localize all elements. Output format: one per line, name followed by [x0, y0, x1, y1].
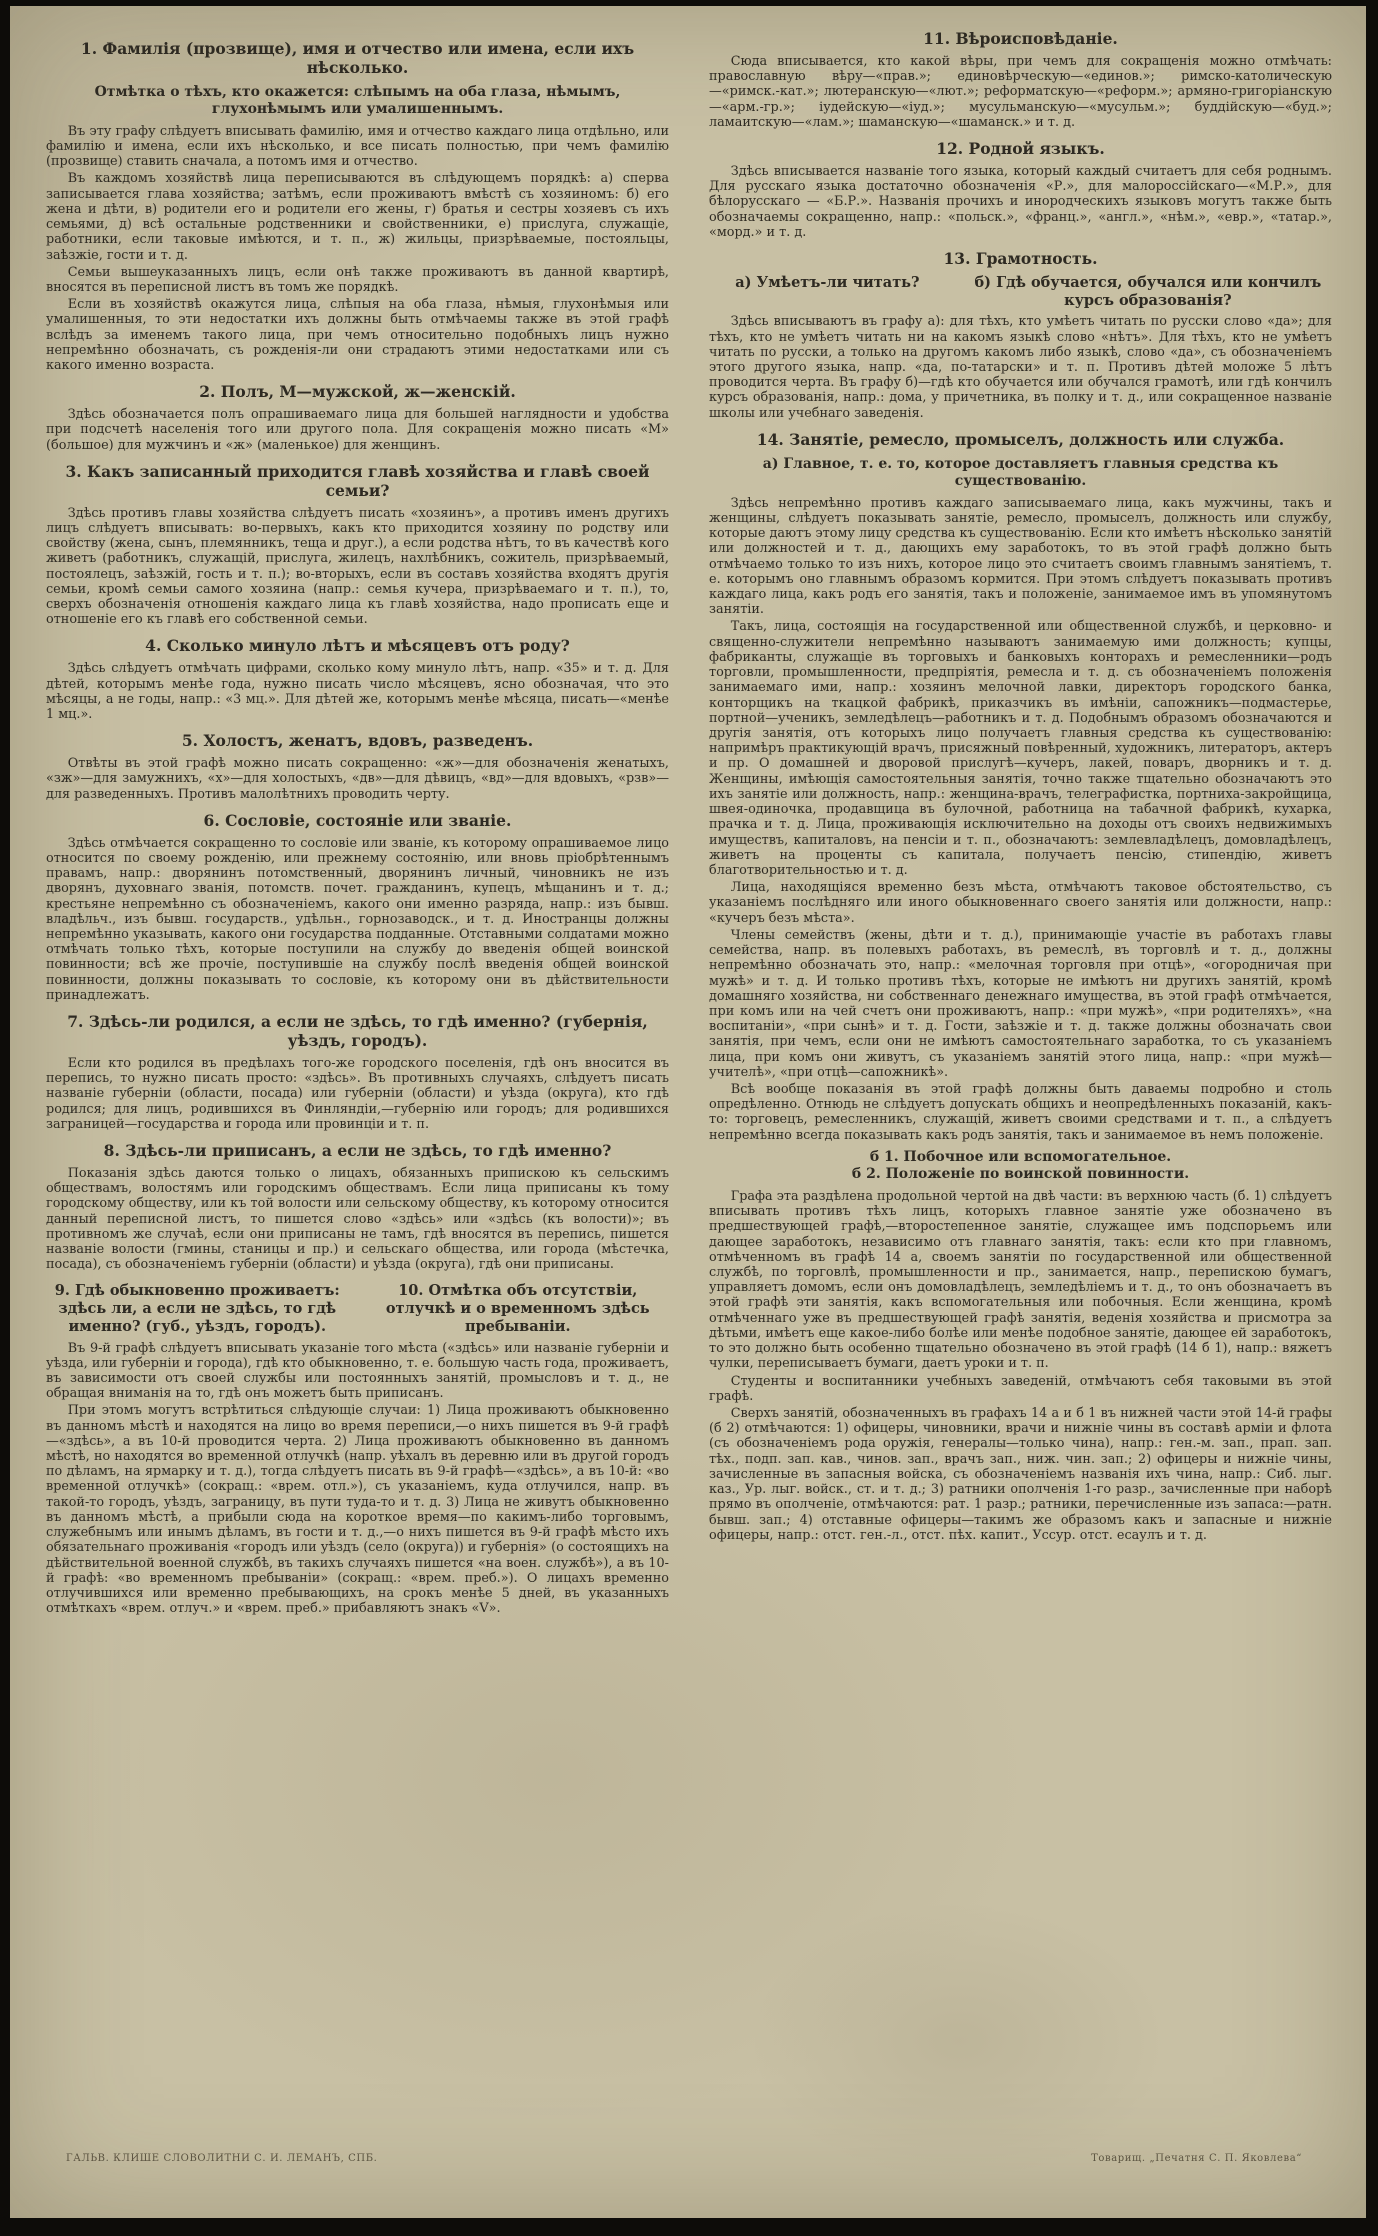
section-6-heading: 6. Сословіе, состояніе или званіе. [203, 810, 512, 830]
section-4 [46, 637, 669, 722]
section-9-10-paragraph: Въ 9-й графѣ слѣдуетъ вписывать указаніе того мѣста («здѣсь» или названіе губерніи и уѣзда, или губерніи и города), гдѣ кто обыкновенно, т. е. большую часть года, проживаетъ, въ зависимости отъ своей службы или постоянныхъ занятій, промысловъ и т. д., не обращая вниманія на то, гдѣ онъ можетъ быть приписанъ. [46, 1340, 669, 1402]
section-7-heading: 7. Здѣсь-ли родился, а если не здѣсь, то гдѣ именно? (губернія, уѣздъ, городъ). [67, 1012, 648, 1050]
section-14-paragraph: Студенты и воспитанники учебныхъ заведеній, отмѣчаютъ себя таковыми въ этой графѣ. [709, 1373, 1332, 1404]
two-column-layout [10, 6, 1366, 1623]
section-14-sub-a: а) Главное, т. е. то, которое доставляетъ главныя средства къ существованію. [762, 455, 1279, 490]
section-9-10-paragraph: При этомъ могутъ встрѣтиться слѣдующіе случаи: 1) Лица проживаютъ обыкновенно въ данномъ мѣстѣ и находятся на лицо во время переписи,—о нихъ пишется въ 9-й графѣ—«здѣсь», а въ 10-й проводится черта. 2) Лица проживаютъ обыкновенно въ данномъ мѣстѣ, но находятся во временной отлучкѣ (напр. уѣхалъ въ деревню или въ другой городъ по дѣламъ, на ярмарку и т. д.), тогда слѣдуетъ писать въ 9-й графѣ—«здѣсь», а въ 10-й: «во временной отлучкѣ» (сокращ.: «врем. отл.»), съ указаніемъ, куда отлучился, напр. въ такой-то городъ, уѣздъ, заграницу, въ пути туда-то и т. д. 3) Лица не живутъ обыкновенно въ данномъ мѣстѣ, а прибыли сюда на короткое время—по какимъ-либо торговымъ, служебнымъ или инымъ дѣламъ, въ гости и т. д.,—о нихъ пишется въ 9-й графѣ мѣсто ихъ обязательнаго проживанія «городъ или уѣздъ (село (округа)) и губернія» (о состоящихъ на дѣйствительной военной службѣ, въ такихъ случаяхъ пишется «на воен. службѣ»), а въ 10-й графѣ: «во временномъ пребываніи» (сокращ.: «врем. преб.»). О лицахъ временно отлучившихся или временно пребывающихъ, на срокъ менѣе 5 дней, въ указанныхъ отмѣткахъ «врем. отлуч.» и «врем. преб.» прибавляютъ знакъ «V». [46, 1403, 669, 1617]
section-13-subheadings [709, 274, 1332, 309]
section-2-heading: 2. Полъ, М—мужской, ж—женскій. [199, 382, 516, 402]
section-3-paragraph: Здѣсь противъ главы хозяйства слѣдуетъ писать «хозяинъ», а противъ именъ другихъ лицъ слѣдуетъ вписывать: во-первыхъ, какъ кто приходится хозяину по родству или свойству (жена, сынъ, племянникъ, теща и друг.), а если родства нѣтъ, то въ качествѣ кого живетъ (работникъ, служащій, прислуга, жилецъ, нахлѣбникъ, сожитель, призрѣваемый, постоялецъ, заѣзжій, гость и т. п.); во-вторыхъ, если въ составъ хозяйства входятъ другія семьи, кромѣ семьи самого хозяина (напр.: семья кучера, призрѣваемаго и т. п.), то, сверхъ обозначенія отношенія каждаго лица къ главѣ хозяйства, надо прописать еще и отношеніе его къ главѣ его собственной семьи. [46, 505, 669, 628]
section-11 [709, 30, 1332, 130]
section-9-10-headings [46, 1282, 669, 1335]
section-8-paragraph: Показанія здѣсь даются только о лицахъ, обязанныхъ припискою къ сельскимъ обществамъ, волостямъ или городскимъ обществамъ. Если лица приписаны къ тому городскому обществу, или къ той волости или сельскому обществу, къ которому относится данный переписной листъ, то пишется слово «здѣсь» или «здѣсь (къ волости)»; въ противномъ же случаѣ, если они приписаны не тамъ, гдѣ вносятся въ перепись, пишется названіе волости (гмины, станицы и пр.) и сельскаго общества, или города (мѣстечка, посада), съ обозначеніемъ губерніи (области) и уѣзда (округа), гдѣ они приписаны. [46, 1165, 669, 1273]
section-6 [46, 812, 669, 1003]
left-column [46, 30, 669, 1623]
section-13 [709, 250, 1332, 421]
section-14 [709, 431, 1332, 1543]
section-7-paragraph: Если кто родился въ предѣлахъ того-же городского поселенія, гдѣ онъ вносится въ перепись, то нужно писать просто: «здѣсь». Въ противныхъ случаяхъ, слѣдуетъ писать названіе губерніи (области, посада) или губерніи (области) и уѣзда (округа), кто гдѣ родился; для лицъ, родившихся въ Финляндіи,—губернію или городъ; для родившихся заграницей—государства и города или провинціи и т. п. [46, 1055, 669, 1132]
section-11-heading: 11. Вѣроисповѣданіе. [923, 29, 1118, 48]
section-14-paragraph: Здѣсь непремѣнно противъ каждаго записываемаго лица, какъ мужчины, такъ и женщины, слѣдуетъ показывать занятіе, ремесло, промыселъ, должность или службу, которые даютъ этому лицу средства къ существованію. Если кто имѣетъ нѣсколько занятій или должностей и т. д., дающихъ ему заработокъ, то въ этой графѣ должно быть отмѣчаемо только то изъ нихъ, которое лицо это считаетъ своимъ главнымъ занятіемъ, т. е. которымъ оно главнымъ образомъ кормится. При этомъ слѣдуетъ показывать противъ каждаго лица, какъ родъ его занятія, такъ и положеніе, занимаемое имъ въ упомянутомъ занятіи. [709, 495, 1332, 618]
section-6-paragraph: Здѣсь отмѣчается сокращенно то сословіе или званіе, къ которому опрашиваемое лицо относится по своему рожденію, или прежнему состоянію, или вновь пріобрѣтеннымъ правамъ, напр.: дворянинъ потомственный, дворянинъ личный, чиновникъ не изъ дворянъ, духовнаго званія, потомств. почет. гражданинъ, купецъ, мѣщанинъ и т. д.; крестьяне непремѣнно съ обозначеніемъ, какого они именно разряда, напр.: изъ бывш. владѣльч., изъ бывш. государств., удѣльн., горнозаводск., и т. д. Иностранцы должны непремѣнно указывать, какого они государства подданные. Отставными солдатами можно отмѣчать только тѣхъ, которые поступили на службу до введенія общей воинской повинности; всѣ же прочіе, поступившіе на службу послѣ введенія общей воинской повинности, должны показывать то сословіе, къ которому они въ дѣйствительности принадлежатъ. [46, 835, 669, 1003]
section-14-paragraph: Графа эта раздѣлена продольной чертой на двѣ части: въ верхнюю часть (б. 1) слѣдуетъ вписывать противъ тѣхъ лицъ, которыхъ главное занятіе уже обозначено въ предшествующей графѣ,—второстепенное занятіе, служащее имъ подспорьемъ или дающее заработокъ, независимо отъ главнаго занятія, такъ: если кто при главномъ, отмѣченномъ въ графѣ 14 а, своемъ занятіи по государственной или общественной службѣ, по торговлѣ, промышленности и пр., занимается, напр., перепискою бумагъ, управляетъ домомъ, если онъ домовладѣлецъ, земледѣліемъ и т. д., то онъ обозначаетъ въ этой графѣ эти занятія, какъ вспомогательныя или побочныя. Если женщина, кромѣ отмѣченнаго уже въ предшествующей графѣ занятія, веденія хозяйства и присмотра за дѣтьми, имѣетъ еще какое-либо болѣе или менѣе подобное занятіе, дающее ей заработокъ, то это должно быть особенно тщательно обозначено въ этой графѣ (14 б 1), напр.: вяжетъ чулки, переписываетъ бумаги, даетъ уроки и т. п. [709, 1188, 1333, 1372]
section-14-paragraph: Члены семействъ (жены, дѣти и т. д.), принимающіе участіе въ работахъ главы семейства, напр. въ полевыхъ работахъ, въ ремеслѣ, въ торговлѣ и т. д., должны непремѣнно обозначать это, напр.: «мелочная торговля при отцѣ», «огородничая при мужѣ» и т. д. И только противъ тѣхъ, которые не имѣютъ ни другихъ занятій, кромѣ домашняго хозяйства, ни собственнаго денежнаго имущества, въ этой графѣ отмѣчается, при комъ или на чей счетъ они проживаютъ, напр.: «при мужѣ», «при родителяхъ», «на воспитаніи», «при сынѣ» и т. д. Гости, заѣзжіе и т. д. также должны обозначать свои занятія, при чемъ, если они не имѣютъ самостоятельнаго заработка, то съ указаніемъ лица, при комъ они живутъ, съ указаніемъ занятій этого лица, напр.: «при мужѣ—учителѣ», «при отцѣ—сапожникѣ». [709, 927, 1332, 1080]
printer-imprint-right: Товарищ. „Печатня С. П. Яковлева“ [1091, 2153, 1302, 2164]
section-13-paragraph: Здѣсь вписываютъ въ графу а): для тѣхъ, кто умѣетъ читать по русски слово «да»; для тѣхъ, кто не умѣетъ читать ни на какомъ языкѣ слово «нѣтъ». Для тѣхъ, кто не умѣетъ читать по русски, а только на другомъ какомъ либо языкѣ, слово «да», съ обозначеніемъ этого другого языка, напр. «да, по-татарски» и т. п. Противъ дѣтей моложе 5 лѣтъ проводится черта. Въ графу б)—гдѣ кто обучается или обучался грамотѣ, или гдѣ кончилъ курсъ образованія, напр.: дома, у причетника, въ полку и т. д., или сокращенное названіе школы или учебнаго заведенія. [709, 314, 1332, 421]
section-14-heading: 14. Занятіе, ремесло, промыселъ, должность или служба. [756, 429, 1285, 449]
right-column [709, 30, 1332, 1623]
section-1-paragraph: Если въ хозяйствѣ окажутся лица, слѣпыя на оба глаза, нѣмыя, глухонѣмыя или умалишенныя, то эти недостатки ихъ должны быть отмѣчаемы также въ этой графѣ вслѣдъ за именемъ такого лица, при чемъ относительно подобныхъ лицъ нужно непремѣнно обозначать, съ рожденія-ли они страдаютъ этими недостатками или съ какого именно возраста. [46, 297, 669, 374]
section-3-heading: 3. Какъ записанный приходится главѣ хозяйства и главѣ своей семьи? [65, 461, 650, 500]
section-14-paragraph: Лица, находящіяся временно безъ мѣста, отмѣчаютъ таковое обстоятельство, съ указаніемъ послѣдняго или иного обыкновеннаго своего занятія или должности, напр.: «кучеръ безъ мѣста». [709, 880, 1332, 926]
section-5 [46, 732, 669, 802]
section-2 [46, 383, 669, 453]
section-9-10 [46, 1282, 669, 1616]
section-3 [46, 463, 669, 628]
section-12-heading: 12. Родной языкъ. [936, 139, 1105, 158]
section-4-paragraph: Здѣсь слѣдуетъ отмѣчать цифрами, сколько кому минуло лѣтъ, напр. «35» и т. д. Для дѣтей, которымъ менѣе года, нужно писать число мѣсяцевъ, ясно обозначая, что это мѣсяцы, а не годы, напр.: «3 мц.». Для дѣтей же, которымъ менѣе мѣсяца, писать—«менѣе 1 мц.». [46, 661, 669, 722]
section-1 [46, 40, 669, 373]
section-14-paragraph: Такъ, лица, состоящія на государственной или общественной службѣ, и церковно- и священно-служители непремѣнно называютъ занимаемую ими должность; купцы, фабриканты, служащіе въ торговыхъ и банковыхъ конторахъ и ремесленники—родъ торговли, промышленности, предпріятія, ремесла и т. д. съ обозначеніемъ положенія занимаемаго ими, напр.: хозяинъ мелочной лавки, директоръ городского банка, конторщикъ на ткацкой фабрикѣ, приказчикъ въ имѣніи, сапожникъ—подмастерье, портной—ученикъ, земледѣлецъ—работникъ и т. д. Подобнымъ образомъ обозначаются и другія занятія, отъ которыхъ лицо получаетъ главныя средства къ существованію: напримѣръ практикующій врачъ, присяжный повѣренный, художникъ, литераторъ, актеръ и пр. О домашней и дворовой прислугѣ—кучеръ, лакей, поваръ, дворникъ и т. д. Женщины, имѣющія самостоятельныя занятія, точно также тщательно обозначаютъ это ихъ занятіе или должность, напр.: женщина-врачъ, телеграфистка, портниха-закройщица, швея-одиночка, продавщица въ булочной, работница на табачной фабрикѣ, кухарка, прачка и т. д. Лица, проживающія исключительно на доходы отъ своихъ недвижимыхъ имуществъ, капиталовъ, на пенсіи и т. п., обозначаютъ: землевладѣлецъ, домовладѣлецъ, живетъ на проценты съ капитала, получаетъ пенсію, стипендію, живетъ благотворительностью и т. д. [709, 619, 1332, 878]
document-page [10, 6, 1366, 2218]
section-14-sub-b1: б 1. Побочное или вспомогательное. [869, 1148, 1172, 1165]
printer-imprint-left: ГАЛЬВ. КЛИШЕ СЛОВОЛИТНИ С. И. ЛЕМАНЪ, СПБ. [66, 2153, 378, 2164]
section-13-sub-b: б) Гдѣ обучается, обучался или кончилъ курсъ образованія? [974, 273, 1322, 309]
section-1-paragraph: Семьи вышеуказанныхъ лицъ, если онѣ также проживаютъ въ данной квартирѣ, вносятся въ переписной листъ въ томъ же порядкѣ. [46, 264, 669, 295]
section-7 [46, 1013, 669, 1132]
section-1-paragraph: Въ эту графу слѣдуетъ вписывать фамилію, имя и отчество каждаго лица отдѣльно, или фамилію и имена, если ихъ нѣсколько, и все писать полностью, при чемъ фамилію (прозвище) ставить сначала, а потомъ имя и отчество. [46, 123, 669, 170]
section-12 [709, 140, 1332, 240]
section-14-paragraph: Всѣ вообще показанія въ этой графѣ должны быть даваемы подробно и столь опредѣленно. Отнюдь не слѣдуетъ допускать общихъ и неопредѣленныхъ показаній, какъ-то: торговецъ, ремесленникъ, служащій, живетъ своими средствами и т. п., а слѣдуетъ непремѣнно всегда показывать какъ родъ занятія, такъ и занимаемое въ немъ положеніе. [709, 1082, 1332, 1143]
section-14-sub-b2: б 2. Положеніе по воинской повинности. [851, 1166, 1190, 1183]
section-2-paragraph: Здѣсь обозначается полъ опрашиваемаго лица для большей наглядности и удобства при подсчетѣ населенія того или другого пола. Для сокращенія можно писать «М» (большое) для мужчинъ и «ж» (маленькое) для женщинъ. [46, 407, 669, 453]
section-1-paragraph: Въ каждомъ хозяйствѣ лица переписываются въ слѣдующемъ порядкѣ: а) сперва записывается глава хозяйства; затѣмъ, если проживаютъ вмѣстѣ съ хозяиномъ: б) его жена и дѣти, в) родители его и родители его жены, г) братья и сестры хозяевъ съ ихъ семьями, д) всѣ остальные родственники и свойственники, е) прислуга, служащіе, работники, если таковые имѣются, и т. п., ж) жильцы, призрѣваемые, постояльцы, заѣзжіе, гости и т. д. [46, 171, 669, 263]
section-5-heading: 5. Холостъ, женатъ, вдовъ, разведенъ. [181, 731, 534, 751]
section-1-subheading: Отмѣтка о тѣхъ, кто окажется: слѣпымъ на оба глаза, нѣмымъ, глухонѣмымъ или умалишеннымъ. [94, 83, 621, 118]
section-8 [46, 1142, 669, 1272]
section-14-paragraph: Сверхъ занятій, обозначенныхъ въ графахъ 14 а и б 1 въ нижней части этой 14-й графы (б 2) отмѣчаются: 1) офицеры, чиновники, врачи и нижніе чины въ составѣ арміи и флота (съ обозначеніемъ рода оружія, генералы—только чина), напр.: ген.-м. зап., прап. зап. тѣх., подп. зап. кав., чинов. зап., врачъ зап., ниж. чин. зап.; 2) офицеры и нижніе чины, зачисленные въ запасныя войска, съ обозначеніемъ названія ихъ чина, напр.: Сиб. лыг. каз., Ур. лыг. войск., ст. и т. д.; 3) ратники ополченія 1-го разр., зачисленные при наборѣ прямо въ ополченіе, отмѣчаются: рат. 1 разр.; ратники, перечисленные изъ запаса:—ратн. бывш. зап.; 4) отставные офицеры—такимъ же образомъ какъ и запасные и нижніе офицеры, напр.: отст. ген.-л., отст. пѣх. капит., Уссур. отст. есаулъ и т. д. [709, 1405, 1332, 1543]
section-4-heading: 4. Сколько минуло лѣтъ и мѣсяцевъ отъ роду? [145, 636, 570, 656]
section-12-paragraph: Здѣсь вписывается названіе того языка, который каждый считаетъ для себя роднымъ. Для русскаго языка достаточно обозначенія «Р.», для малороссійскаго—«М.Р.», для бѣлорусскаго — «Б.Р.». Названія прочихъ и инородческихъ языковъ могутъ также быть обозначаемы сокращенно, напр.: «польск.», «франц.», «англ.», «нѣм.», «евр.», «татар.», «морд.» и т. д. [709, 163, 1332, 240]
section-11-paragraph: Сюда вписывается, кто какой вѣры, при чемъ для сокращенія можно отмѣчать: православную вѣру—«прав.»; единовѣрческую—«единов.»; римско-католическую—«римск.-кат.»; лютеранскую—«лют.»; реформатскую—«реформ.»; армяно-григоріанскую—«арм.-гр.»; іудейскую—«іуд.»; мусульманскую—«мусульм.»; буддійскую—«буд.»; ламаитскую—«лам.»; шаманскую—«шаманск.» и т. д. [709, 53, 1332, 130]
section-1-heading: 1. Фамилія (прозвище), имя и отчество или имена, если ихъ нѣсколько. [80, 39, 635, 77]
section-13-sub-a: а) Умѣетъ-ли читать? [735, 273, 920, 291]
section-9-heading: 9. Гдѣ обыкновенно проживаетъ: здѣсь ли, а если не здѣсь, то гдѣ именно? (губ., уѣздъ, городъ). [54, 1282, 340, 1335]
section-10-heading: 10. Отмѣтка объ отсутствіи, отлучкѣ и о временномъ здѣсь пребываніи. [385, 1282, 650, 1335]
section-5-paragraph: Отвѣты въ этой графѣ можно писать сокращенно: «ж»—для обозначенія женатыхъ, «зж»—для замужнихъ, «х»—для холостыхъ, «дв»—для дѣвицъ, «вд»—для вдовыхъ, «рзв»—для разведенныхъ. Противъ малолѣтнихъ проводить черту. [46, 756, 669, 802]
section-13-heading: 13. Грамотность. [943, 249, 1098, 268]
section-8-heading: 8. Здѣсь-ли приписанъ, а если не здѣсь, то гдѣ именно? [103, 1141, 612, 1160]
